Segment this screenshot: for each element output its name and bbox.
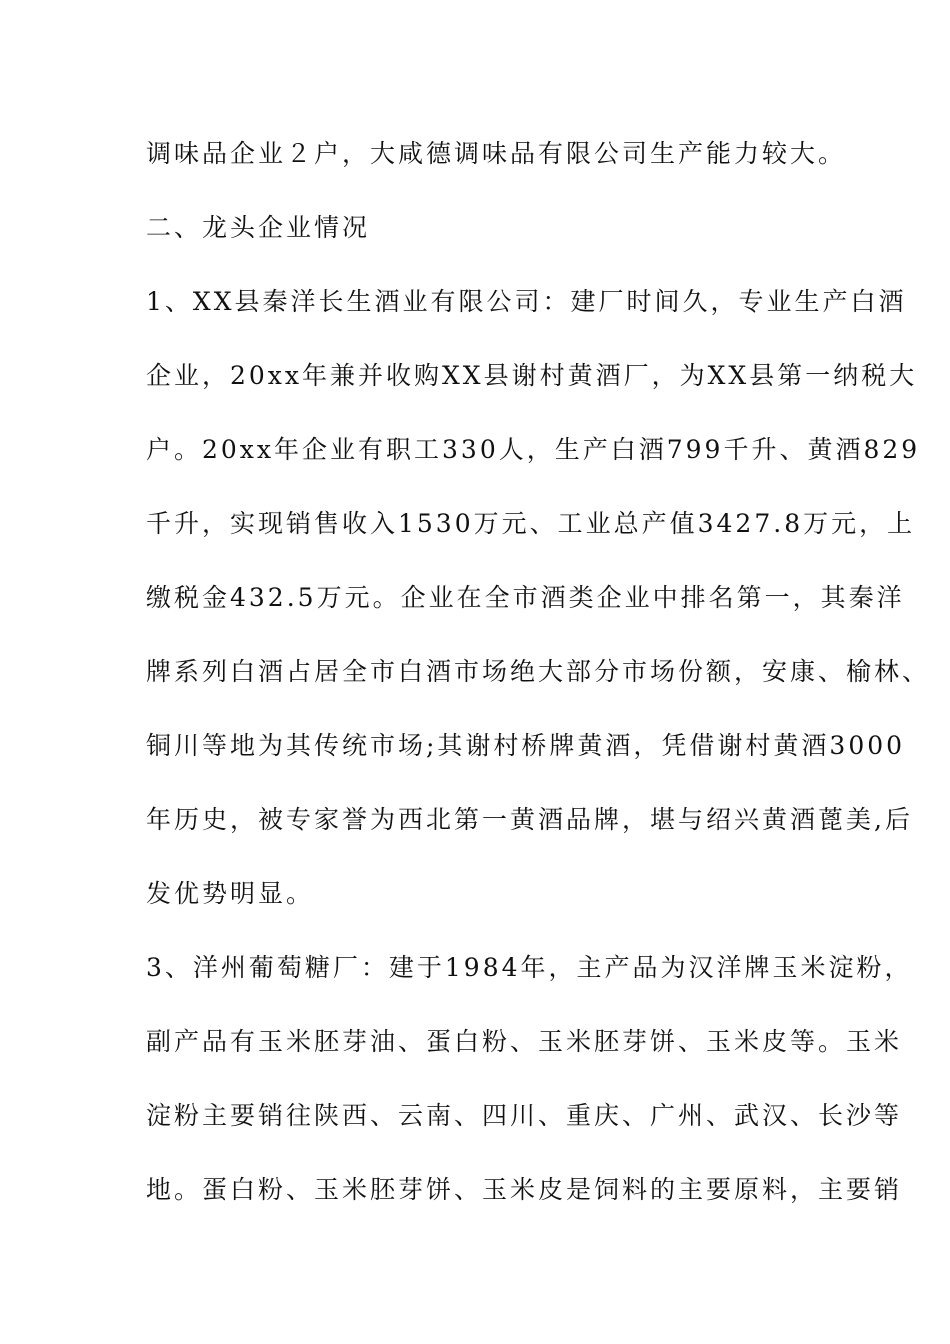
text-line: 1、XX县秦洋长生酒业有限公司：建厂时间久，专业生产白酒	[146, 287, 907, 316]
text-line: 调味品企业２户，大咸德调味品有限公司生产能力较大。	[146, 139, 847, 168]
text-line: 副产品有玉米胚芽油、蛋白粉、玉米胚芽饼、玉米皮等。玉米	[146, 1027, 903, 1056]
text-line: 铜川等地为其传统市场;其谢村桥牌黄酒，凭借谢村黄酒3000	[146, 731, 906, 760]
text-line: 牌系列白酒占居全市白酒市场绝大部分市场份额，安康、榆林、	[146, 657, 931, 686]
text-line: 千升，实现销售收入1530万元、工业总产值3427.8万元，上	[146, 509, 916, 538]
text-line: 缴税金432.5万元。企业在全市酒类企业中排名第一，其秦洋	[146, 583, 905, 612]
text-line: 户。20xx年企业有职工330人，生产白酒799千升、黄酒829	[146, 435, 921, 464]
text-line: 淀粉主要销往陕西、云南、四川、重庆、广州、武汉、长沙等	[146, 1101, 903, 1130]
text-line: 3、洋州葡萄糖厂：建于1984年，主产品为汉洋牌玉米淀粉，	[146, 953, 913, 982]
section-heading: 二、龙头企业情况	[146, 213, 371, 242]
text-line: 地。蛋白粉、玉米胚芽饼、玉米皮是饲料的主要原料，主要销	[146, 1175, 903, 1204]
text-line: 年历史，被专家誉为西北第一黄酒品牌，堪与绍兴黄酒蓖美,后	[146, 805, 913, 834]
text-line: 发优势明显。	[146, 879, 315, 908]
text-line: 企业，20xx年兼并收购XX县谢村黄酒厂，为XX县第一纳税大	[146, 361, 918, 390]
